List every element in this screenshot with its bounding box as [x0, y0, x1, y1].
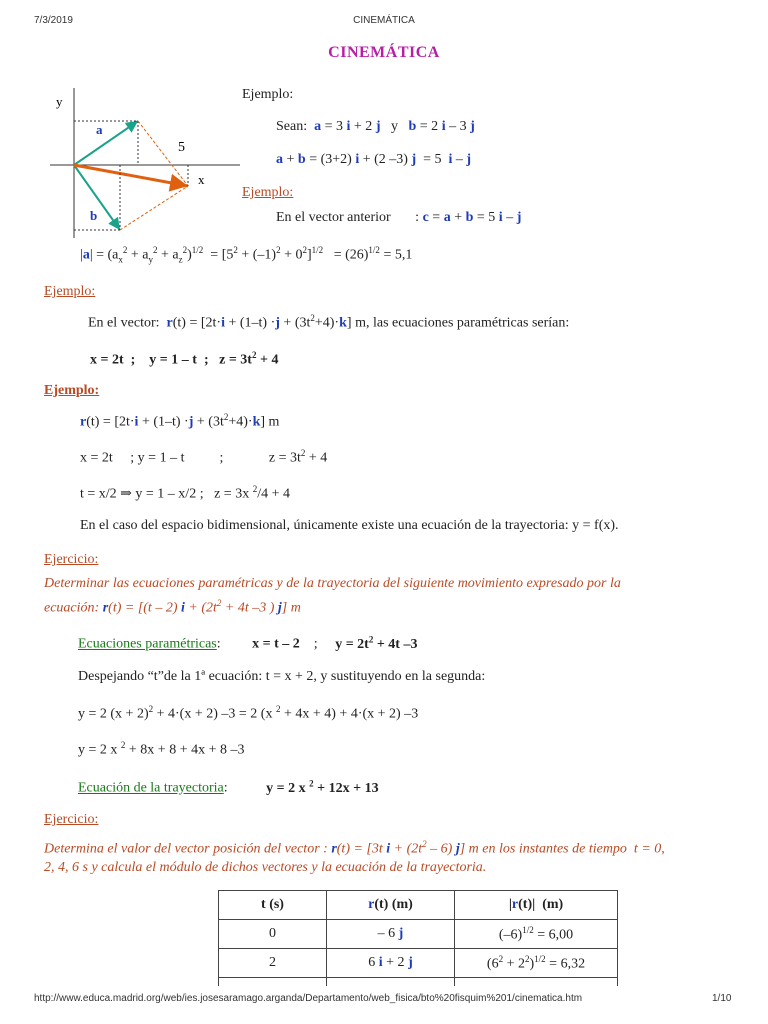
ex2-line: En el vector: $r(t) = [2t\cdot i + (1-t) \cdot j + (3t^2+4)\cdot k]$ m, las ecuaciones paramétricas serían:	[88, 313, 570, 331]
diagram-x-label: x	[198, 172, 205, 187]
header-date: 7/3/2019	[34, 15, 73, 26]
table-cell-r: – 6 j	[327, 920, 455, 949]
ex1-sean: Sean: a = 3 i + 2 j y b = 2 i – 3 j	[276, 119, 475, 134]
footer-page: 1/10	[712, 993, 732, 1004]
ej1-heading: Ejercicio:	[44, 552, 99, 567]
table-header-row	[219, 891, 618, 920]
ej1-step2: y = 2 x $^2$ + 8x + 8 + 4x + 8 –3	[78, 740, 245, 758]
ej1-step1: y = 2 $(x + 2)^2 + 4\cdot(x + 2)$ –3 = 2 (x $^2$ + 4x + 4) + 4·(x + 2) –3	[78, 704, 419, 722]
ex1-vector-line: En el vector anterior : c = a + b = 5 i – j	[276, 210, 522, 225]
ex2-param-eqs: x = 2t ; y = 1 – t ; $z = 3t^2 + 4$	[90, 350, 279, 368]
ex3-elim: t = x/2 ⇒ y = 1 – x/2 ; z = 3x $^2$/4 + 4	[80, 484, 290, 502]
table-cell-t: 2	[219, 949, 327, 978]
ex1-sum: a + b = (3+2) i + (2 –3) j = 5 i – j	[276, 152, 472, 167]
diagram-a-label: a	[96, 122, 103, 137]
table-cell-mod: $(-6)^{1/2} = 6,00$	[455, 920, 618, 949]
table-cell-r: 6 i + 2 j	[327, 949, 455, 978]
ej1-despejando: Despejando “t”de la 1ª ecuación: t = x + 2, y sustituyendo en la segunda:	[78, 669, 486, 684]
ex2-heading: Ejemplo:	[44, 284, 96, 299]
ex3-heading: Ejemplo:	[44, 383, 100, 398]
ex3-note: En el caso del espacio bidimensional, únicamente existe una ecuación de la trayectoria: y = f(x).	[80, 518, 619, 533]
ex1-heading: Ejemplo:	[242, 87, 294, 102]
table-row	[219, 949, 618, 978]
ex3-param: x = 2t ; y = 1 – t ; $z = 3t^2 + 4$	[80, 448, 328, 466]
header-title: CINEMÁTICA	[353, 15, 415, 26]
ej2-line2: 2, 4, 6 s y calcula el módulo de dichos vectores y la ecuación de la trayectoria.	[44, 860, 487, 875]
ej1-trajectory: Ecuación de la trayectoria: y = 2 x $^2$ + 12x + 13	[78, 778, 379, 796]
ex1-example-heading: Ejemplo:	[242, 185, 294, 200]
diagram-length-label: 5	[178, 140, 185, 155]
vector-diagram	[50, 88, 250, 248]
footer-url: http://www.educa.madrid.org/web/ies.josesaramago.arganda/Departamento/web_fisica/bto%20fisquim%201/cinematica.htm	[34, 993, 583, 1004]
table-header-r: r(t) (m)	[327, 891, 455, 920]
ej1-text2: ecuación: r(t) = [(t – 2) $i + (2t^2 + 4t$ –3 ) j] m	[44, 598, 301, 616]
page-title: CINEMÁTICA	[328, 44, 440, 61]
table-header-t: t (s)	[219, 891, 327, 920]
ej2-heading: Ejercicio:	[44, 812, 99, 827]
ex1-modulus: $|a| = (a_x^2 + a_y^2 + a_z^2)^{1/2} = [5^2 + (-1)^2 + 0^2]^{1/2} = (26)^{1/2} = 5,1$	[80, 245, 413, 265]
ex3-vector: $r(t) = [2t\cdot i + (1-t) \cdot j + (3t^2+4)\cdot k]$ m	[80, 412, 280, 430]
table-header-mod: |r(t)| (m)	[455, 891, 618, 920]
ej1-param: Ecuaciones paramétricas: x = t – 2 ; $y = 2t^2 + 4t$ –3	[78, 634, 418, 652]
ej1-text1: Determinar las ecuaciones paramétricas y de la trayectoria del siguiente movimiento expresado por la	[44, 576, 621, 591]
diagram-y-label: y	[56, 94, 63, 109]
diagram-b-label: b	[90, 208, 98, 223]
table-row	[219, 920, 618, 949]
results-table	[218, 890, 618, 992]
table-cell-mod: $(6^2 + 2^2)^{1/2} = 6,32$	[455, 949, 618, 978]
ej2-line1: Determina el valor del vector posición del vector : r(t) = [3t $i + (2t^2 - 6)$ j] m en los instantes de tiempo t = 0,	[44, 839, 665, 857]
table-cell-t: 0	[219, 920, 327, 949]
